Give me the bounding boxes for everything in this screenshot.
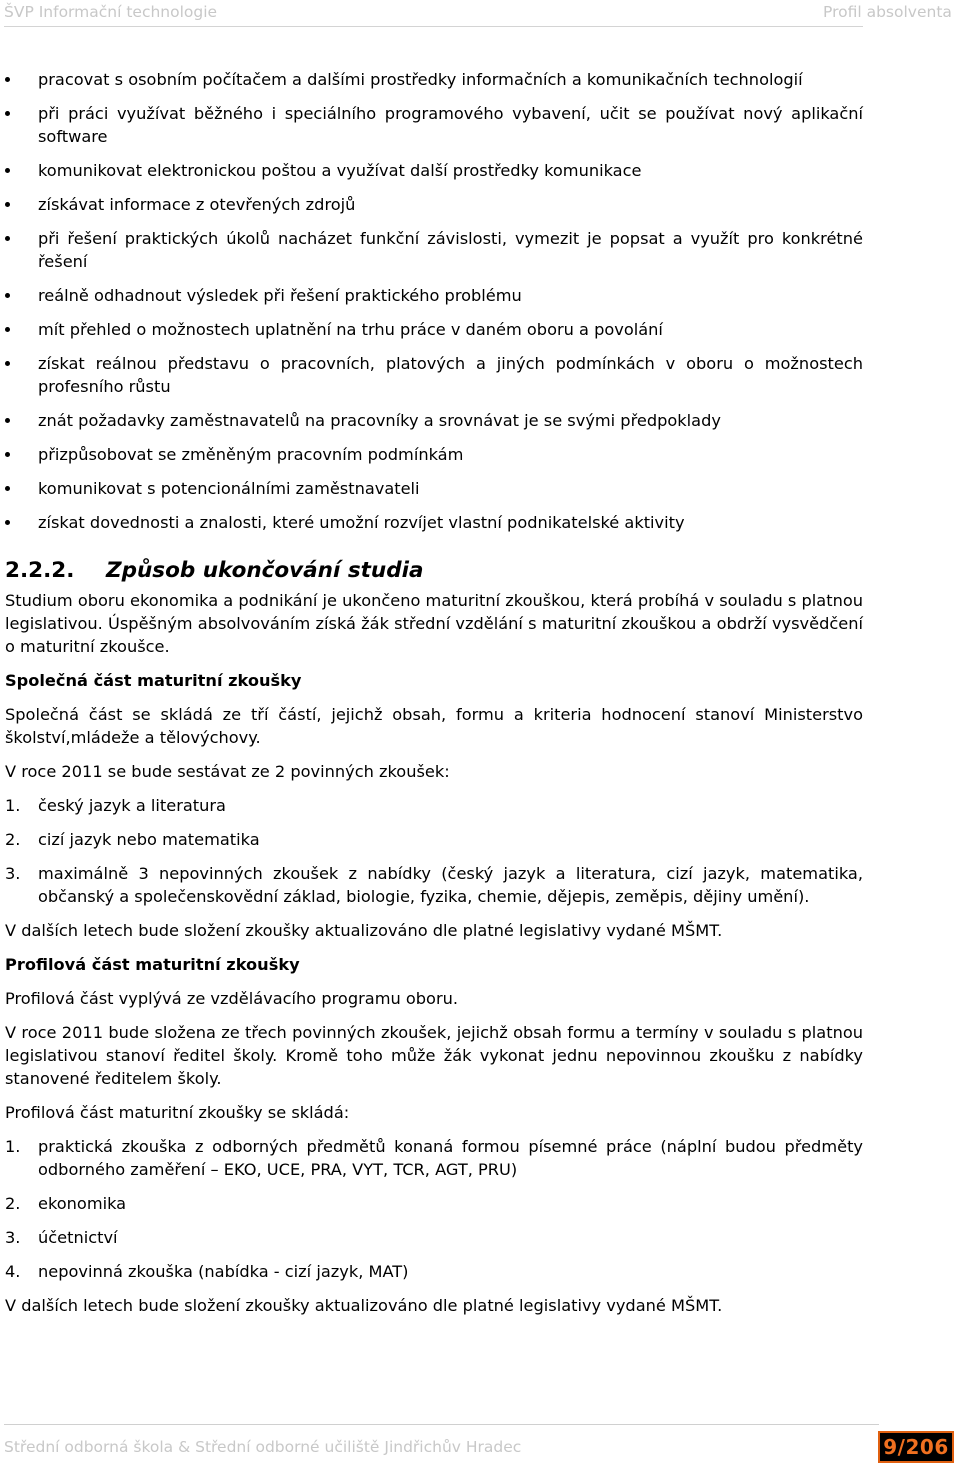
common-part-paragraph-3: V dalších letech bude složení zkoušky aktualizováno dle platné legislativy vydané MŠMT. [5,921,723,940]
list-item: znát požadavky zaměstnavatelů na pracovníky a srovnávat je se svými předpoklady [5,409,863,432]
profile-exam-list [5,1135,863,1283]
list-item: při práci využívat běžného i speciálního programového vybavení, učit se používat nový aplikační software [5,102,863,148]
list-item: komunikovat s potencionálními zaměstnavateli [5,477,863,500]
item-text: nepovinná zkouška (nabídka - cizí jazyk, MAT) [38,1262,409,1281]
list-item: získat reálnou představu o pracovních, platových a jiných podmínkách v oboru o možnostech profesního růstu [5,352,863,398]
list-item [5,1135,863,1181]
list-item: pracovat s osobním počítačem a dalšími prostředky informačních a komunikačních technologií [5,68,863,91]
common-exam-list [5,794,863,908]
list-item: získávat informace z otevřených zdrojů [5,193,863,216]
common-part-heading: Společná část maturitní zkoušky [5,671,302,690]
section-title: Způsob ukončování studia [106,558,424,583]
item-text: praktická zkouška z odborných předmětů konaná formou písemné práce (náplní budou předměty odborného zaměření – EKO, UCE, PRA, VYT, TCR, AGT, PRU) [38,1137,863,1179]
header-section-title: Profil absolventa [823,3,952,21]
list-item: komunikovat elektronickou poštou a využívat další prostředky komunikace [5,159,863,182]
item-text: ekonomika [38,1194,127,1213]
item-number: 1. [5,796,21,815]
section-heading [5,557,863,585]
item-number: 3. [5,1228,21,1247]
profile-part-paragraph-2: V roce 2011 bude složena ze třech povinných zkoušek, jejichž obsah formu a termíny v souladu s platnou legislativou stanoví ředitel školy. Kromě toho může žák vykonat jednu nepovinnou zkoušku z nabídky stanovené ředitelem školy. [5,1023,863,1088]
list-item [5,1226,863,1249]
common-part-paragraph-2: V roce 2011 se bude sestávat ze 2 povinných zkoušek: [5,762,450,781]
item-number: 2. [5,830,21,849]
item-number: 4. [5,1262,21,1281]
item-number: 3. [5,864,21,883]
competency-bullet-list [5,68,863,534]
item-number: 2. [5,1194,21,1213]
list-item [5,862,863,908]
page-number-badge: 9/206 [878,1431,954,1463]
profile-part-paragraph-4: V dalších letech bude složení zkoušky aktualizováno dle platné legislativy vydané MŠMT. [5,1296,723,1315]
item-number: 1. [5,1137,21,1156]
item-text: český jazyk a literatura [38,796,226,815]
list-item [5,1192,863,1215]
profile-part-heading: Profilová část maturitní zkoušky [5,955,300,974]
list-item [5,794,863,817]
item-text: cizí jazyk nebo matematika [38,830,260,849]
document-body [5,68,863,1328]
header-document-title: ŠVP Informační technologie [4,3,218,21]
list-item: reálně odhadnout výsledek při řešení praktického problému [5,284,863,307]
list-item: mít přehled o možnostech uplatnění na trhu práce v daném oboru a povolání [5,318,863,341]
list-item [5,828,863,851]
profile-part-paragraph-1: Profilová část vyplývá ze vzdělávacího programu oboru. [5,989,459,1008]
page-header [4,0,952,27]
list-item [5,1260,863,1283]
list-item: přizpůsobovat se změněným pracovním podmínkám [5,443,863,466]
page-footer [4,1424,879,1469]
section-intro: Studium oboru ekonomika a podnikání je ukončeno maturitní zkouškou, která probíhá v souladu s platnou legislativou. Úspěšným absolvováním získá žák střední vzdělání s maturitní zkouškou a obdrží vysvědčení o maturitní zkoušce. [5,591,863,656]
item-text: maximálně 3 nepovinných zkoušek z nabídky (český jazyk a literatura, cizí jazyk, matematika, občanský a společenskovědní základ, biologie, fyzika, chemie, dějepis, zeměpis, dějiny umění). [38,864,863,906]
common-part-paragraph-1: Společná část se skládá ze tří částí, jejichž obsah, formu a kriteria hodnocení stanoví Ministerstvo školství,mládeže a tělovýchovy. [5,705,863,747]
list-item: při řešení praktických úkolů nacházet funkční závislosti, vymezit je popsat a využít pro konkrétné řešení [5,227,863,273]
profile-part-paragraph-3: Profilová část maturitní zkoušky se skládá: [5,1103,350,1122]
footer-school-name: Střední odborná škola & Střední odborné učiliště Jindřichův Hradec [4,1438,522,1456]
list-item: získat dovednosti a znalosti, které umožní rozvíjet vlastní podnikatelské aktivity [5,511,863,534]
item-text: účetnictví [38,1228,118,1247]
section-number: 2.2.2. [5,558,75,583]
